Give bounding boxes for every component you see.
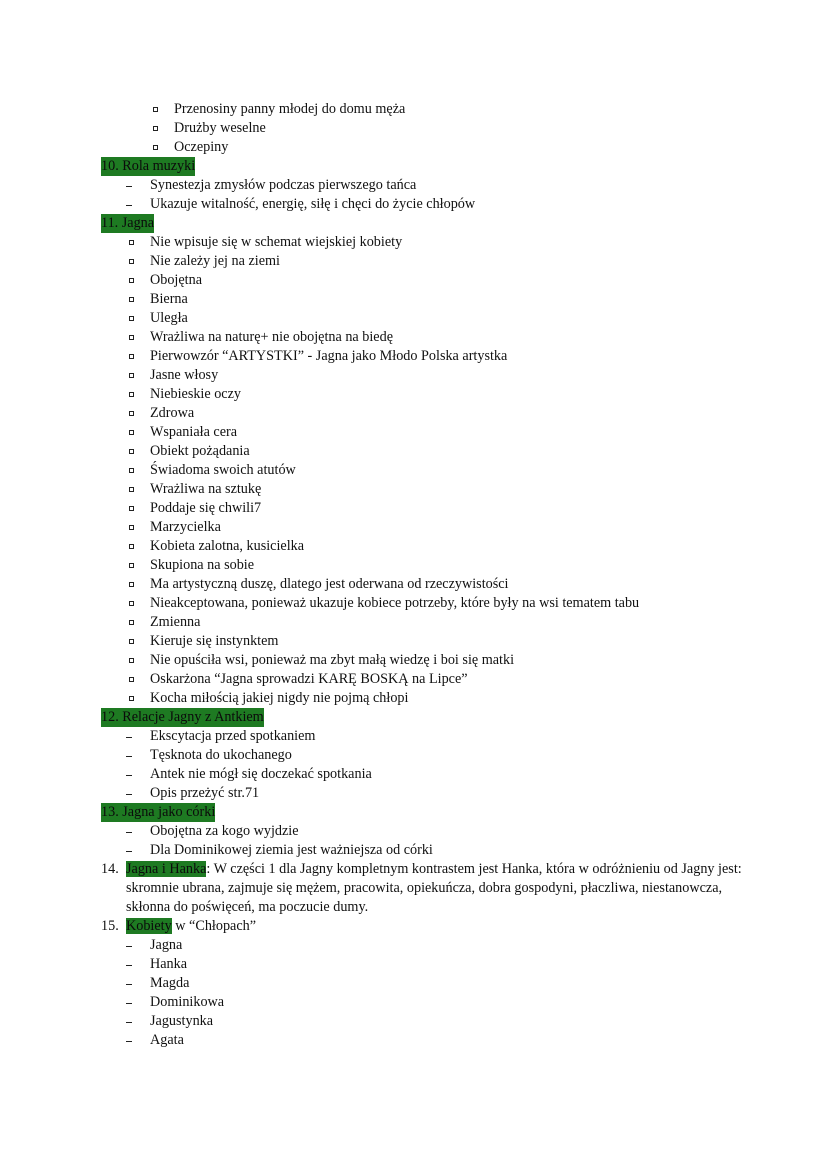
list-item: Wrażliwa na sztukę: [150, 481, 262, 497]
dash-bullet-icon: [126, 756, 132, 757]
dash-bullet-icon: [126, 984, 132, 985]
square-bullet-icon: [129, 259, 134, 264]
square-bullet-icon: [129, 354, 134, 359]
list-item: Świadoma swoich atutów: [150, 462, 296, 478]
list-item: Nie opuściła wsi, ponieważ ma zbyt małą wiedzę i boi się matki: [150, 652, 515, 668]
square-bullet-icon: [153, 126, 158, 131]
list-item: Ukazuje witalność, energię, siłę i chęci do życie chłopów: [150, 196, 476, 212]
dash-bullet-icon: [126, 1003, 132, 1004]
square-bullet-icon: [129, 582, 134, 587]
list-item: Hanka: [150, 956, 188, 972]
list-item: Dla Dominikowej ziemia jest ważniejsza od córki: [150, 842, 433, 858]
dash-bullet-icon: [126, 1022, 132, 1023]
list-item: Antek nie mógł się doczekać spotkania: [150, 766, 372, 782]
square-bullet-icon: [153, 145, 158, 150]
square-bullet-icon: [129, 544, 134, 549]
section-heading: 11. Jagna: [101, 215, 155, 231]
list-item: Zdrowa: [150, 405, 195, 421]
square-bullet-icon: [129, 430, 134, 435]
list-item: Kobieta zalotna, kusicielka: [150, 538, 305, 554]
section-paragraph: [126, 860, 746, 917]
list-item: Kieruje się instynktem: [150, 633, 279, 649]
list-item: Dominikowa: [150, 994, 225, 1010]
list-item: Jagustynka: [150, 1013, 214, 1029]
dash-bullet-icon: [126, 205, 132, 206]
list-item: Wrażliwa na naturę+ nie obojętna na biedę: [150, 329, 393, 345]
square-bullet-icon: [129, 373, 134, 378]
square-bullet-icon: [129, 620, 134, 625]
list-item: Obiekt pożądania: [150, 443, 250, 459]
square-bullet-icon: [129, 601, 134, 606]
list-item: Nie zależy jej na ziemi: [150, 253, 280, 269]
square-bullet-icon: [129, 468, 134, 473]
section-heading: 13. Jagna jako córki: [101, 804, 216, 820]
section-heading: 10. Rola muzyki: [101, 158, 196, 174]
list-item: Tęsknota do ukochanego: [150, 747, 292, 763]
square-bullet-icon: [129, 392, 134, 397]
section-number: 14.: [101, 861, 119, 877]
dash-bullet-icon: [126, 965, 132, 966]
square-bullet-icon: [129, 278, 134, 283]
section-title-line: [126, 917, 256, 936]
dash-bullet-icon: [126, 775, 132, 776]
list-item: Nie wpisuje się w schemat wiejskiej kobiety: [150, 234, 403, 250]
list-item: Zmienna: [150, 614, 201, 630]
paragraph-text: : W części 1 dla Jagny kompletnym kontrastem jest Hanka, która w odróżnieniu od Jagny jest: skromnie ubrana, zajmuje się mężem, pracowita, opiekuńcza, dobra gospodyni, płaczliwa, niestanowcza, skłonna do poświęceń, ma poczucie dumy.: [126, 861, 742, 915]
list-item: Nieakceptowana, ponieważ ukazuje kobiece potrzeby, które były na wsi tematem tabu: [150, 595, 640, 611]
section-heading: Jagna i Hanka: [126, 861, 207, 877]
list-item: Obojętna za kogo wyjdzie: [150, 823, 299, 839]
square-bullet-icon: [129, 696, 134, 701]
square-bullet-icon: [129, 639, 134, 644]
list-item: Pierwowzór “ARTYSTKI” - Jagna jako Młodo Polska artystka: [150, 348, 508, 364]
square-bullet-icon: [153, 107, 158, 112]
list-item: Drużby weselne: [174, 120, 266, 136]
list-item: Niebieskie oczy: [150, 386, 241, 402]
list-item: Kocha miłością jakiej nigdy nie pojmą chłopi: [150, 690, 409, 706]
square-bullet-icon: [129, 316, 134, 321]
list-item: Synestezja zmysłów podczas pierwszego tańca: [150, 177, 417, 193]
list-item: Bierna: [150, 291, 188, 307]
square-bullet-icon: [129, 411, 134, 416]
square-bullet-icon: [129, 658, 134, 663]
list-item: Poddaje się chwili7: [150, 500, 262, 516]
list-item: Marzycielka: [150, 519, 221, 535]
square-bullet-icon: [129, 506, 134, 511]
list-item: Uległa: [150, 310, 188, 326]
section-heading: Kobiety: [126, 918, 172, 934]
square-bullet-icon: [129, 563, 134, 568]
section-number: 15.: [101, 918, 119, 934]
square-bullet-icon: [129, 297, 134, 302]
square-bullet-icon: [129, 335, 134, 340]
list-item: Opis przeżyć str.71: [150, 785, 260, 801]
list-item: Ma artystyczną duszę, dlatego jest oderwana od rzeczywistości: [150, 576, 509, 592]
list-item: Agata: [150, 1032, 184, 1048]
dash-bullet-icon: [126, 832, 132, 833]
list-item: Magda: [150, 975, 190, 991]
square-bullet-icon: [129, 487, 134, 492]
square-bullet-icon: [129, 677, 134, 682]
dash-bullet-icon: [126, 737, 132, 738]
list-item: Ekscytacja przed spotkaniem: [150, 728, 316, 744]
square-bullet-icon: [129, 240, 134, 245]
list-item: Oskarżona “Jagna sprowadzi KARĘ BOSKĄ na Lipce”: [150, 671, 468, 687]
square-bullet-icon: [129, 525, 134, 530]
dash-bullet-icon: [126, 946, 132, 947]
dash-bullet-icon: [126, 851, 132, 852]
list-item: Wspaniała cera: [150, 424, 238, 440]
section-title-text: w “Chłopach”: [171, 918, 257, 934]
list-item: Obojętna: [150, 272, 203, 288]
list-item: Jasne włosy: [150, 367, 219, 383]
dash-bullet-icon: [126, 1041, 132, 1042]
dash-bullet-icon: [126, 794, 132, 795]
list-item: Skupiona na sobie: [150, 557, 255, 573]
dash-bullet-icon: [126, 186, 132, 187]
list-item: Przenosiny panny młodej do domu męża: [174, 101, 406, 117]
list-item: Jagna: [150, 937, 183, 953]
square-bullet-icon: [129, 449, 134, 454]
section-heading: 12. Relacje Jagny z Antkiem: [101, 709, 264, 725]
list-item: Oczepiny: [174, 139, 229, 155]
